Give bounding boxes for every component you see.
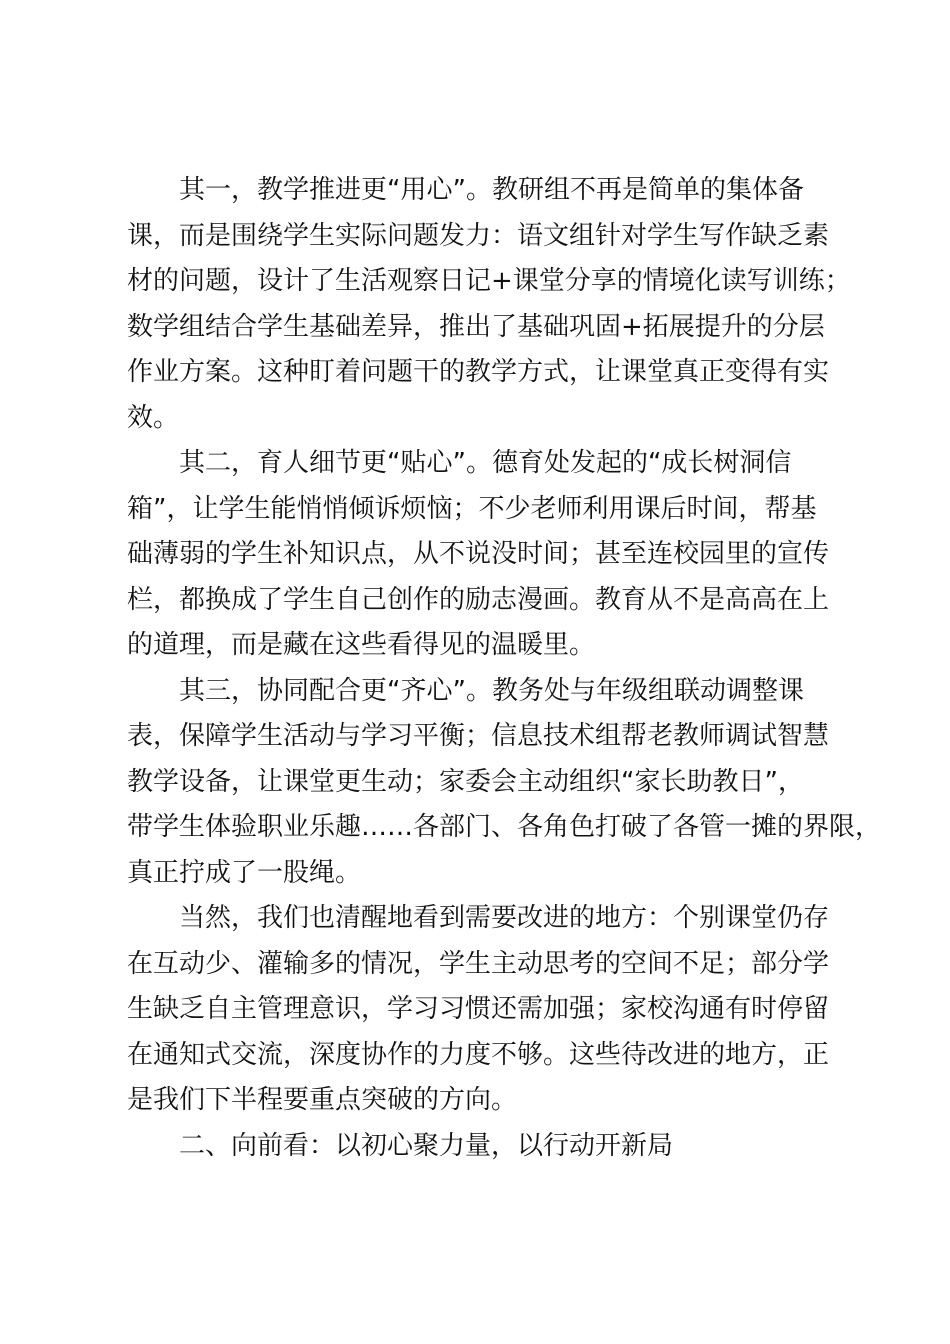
paragraph-improvement <box>127 896 830 1124</box>
document-body <box>127 168 882 1169</box>
text-line: 材的问题，设计了生活观察日记+课堂分享的情境化读写训练； <box>127 266 851 296</box>
text-line: 的道理，而是藏在这些看得见的温暖里。 <box>127 630 596 660</box>
text-line: 在互动少、灌输多的情况，学生主动思考的空间不足；部分学 <box>127 948 830 979</box>
text-line: 生缺乏自主管理意识，学习习惯还需加强；家校沟通有时停留 <box>127 994 830 1024</box>
text-line: 真正拧成了一股绳。 <box>127 857 362 888</box>
section-heading: 二、向前看：以初心聚力量，以行动开新局 <box>179 1130 674 1161</box>
paragraph-education <box>127 441 830 669</box>
text-line: 础薄弱的学生补知识点，从不说没时间；甚至连校园里的宣传 <box>127 539 830 569</box>
text-line: 是我们下半程要重点突破的方向。 <box>127 1085 518 1115</box>
text-line: 箱”，让学生能悄悄倾诉烦恼；不少老师利用课后时间，帮基 <box>127 493 817 524</box>
text-line: 表，保障学生活动与学习平衡；信息技术组帮老教师调试智慧 <box>127 721 830 751</box>
paragraph-collaboration <box>127 669 882 897</box>
text-line: 当然，我们也清醒地看到需要改进的地方：个别课堂仍存 <box>179 903 830 933</box>
text-line: 带学生体验职业乐趣……各部门、各角色打破了各管一摊的界限， <box>127 812 882 842</box>
paragraph-teaching <box>127 168 851 441</box>
text-line: 在通知式交流，深度协作的力度不够。这些待改进的地方，正 <box>127 1039 830 1070</box>
text-line: 栏，都换成了学生自己创作的励志漫画。教育从不是高高在上 <box>127 584 830 615</box>
text-line: 教学设备，让课堂更生动；家委会主动组织“家长助教日”， <box>127 766 804 797</box>
text-line: 数学组结合学生基础差异，推出了基础巩固+拓展提升的分层 <box>127 311 825 342</box>
text-line: 效。 <box>127 402 180 433</box>
text-line: 课，而是围绕学生实际问题发力：语文组针对学生写作缺乏素 <box>127 220 830 251</box>
text-line: 作业方案。这种盯着问题干的教学方式，让课堂真正变得有实 <box>127 357 830 387</box>
text-line: 其三，协同配合更“齐心”。教务处与年级组联动调整课 <box>179 675 804 706</box>
text-line: 其一，教学推进更“用心”。教研组不再是简单的集体备 <box>179 175 804 205</box>
text-line: 其二，育人细节更“贴心”。德育处发起的“成长树洞信 <box>179 448 792 478</box>
